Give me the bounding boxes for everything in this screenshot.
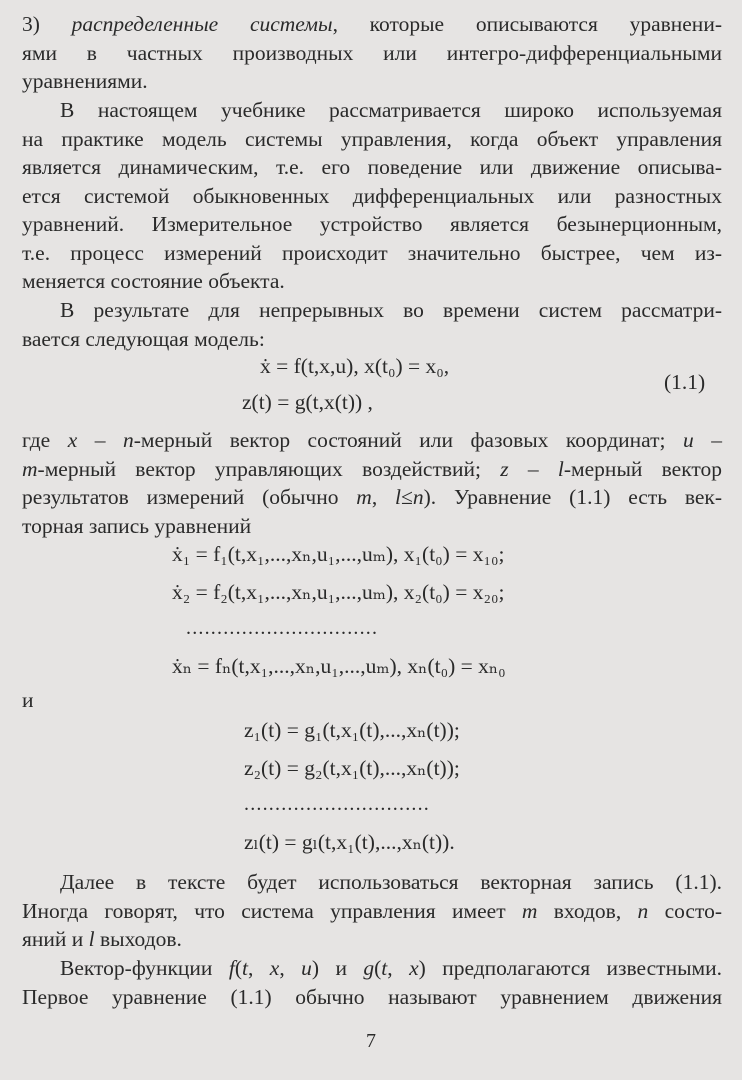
text-line: вается следующая модель: [22, 326, 265, 351]
system-equation-n: ẋₙ = fₙ(t,x₁,...,xₙ,u₁,...,uₘ), xₙ(t₀) = xₙ₀ [172, 654, 506, 678]
system-equation-2: ẋ₂ = f₂(t,x₁,...,xₙ,u₁,...,uₘ), x₂(t₀) = x₂₀; [172, 580, 505, 604]
equation-number: (1.1) [664, 370, 706, 394]
text-line: Далее в тексте будет использоваться векторная запись (1.1). [60, 870, 722, 894]
text-line: В результате для непрерывных во времени систем рассматри- [60, 298, 722, 322]
observation-equation-l: zₗ(t) = gₗ(t,x₁(t),...,xₙ(t)). [244, 830, 455, 854]
text-line: уравнениями. [22, 69, 148, 93]
paragraph-5 [22, 868, 722, 954]
text-line: ями в частных производных или интегро-дифференциальными [22, 40, 722, 65]
text-line: яний и l выходов. [22, 927, 182, 951]
page-number: 7 [366, 1030, 376, 1052]
text-line: т.е. процесс измерений происходит значительно быстрее, чем из- [22, 240, 722, 265]
text-line: торная запись уравнений [22, 513, 252, 538]
text-line: на практике модель системы управления, когда объект управления [22, 126, 722, 151]
text-line: уравнений. Измерительное устройство является безынерционным, [22, 212, 722, 236]
text-line: результатов измерений (обычно m, l≤n). Уравнение (1.1) есть век- [22, 485, 723, 509]
conjunction-and: и [22, 688, 34, 712]
text-line: m-мерный вектор управляющих воздействий; z – l-мерный вектор [22, 456, 722, 481]
paragraph-4 [22, 426, 722, 540]
observation-ellipsis: .............................. [244, 793, 430, 815]
text-line: Вектор-функции f(t, x, u) и g(t, x) предполагаются известными. [60, 956, 723, 980]
text-line: 3) распределенные системы, которые описываются уравнени- [22, 12, 722, 36]
observation-equation-2: z₂(t) = g₂(t,x₁(t),...,xₙ(t)); [244, 756, 460, 780]
paragraph-1 [22, 10, 722, 96]
text-line: ется системой обыкновенных дифференциальных или разностных [22, 183, 722, 208]
system-equation-1: ẋ₁ = f₁(t,x₁,...,xₙ,u₁,...,uₘ), x₁(t₀) = x₁₀; [172, 542, 505, 566]
paragraph-2 [22, 96, 722, 296]
text-line: Первое уравнение (1.1) обычно называют уравнением движения [22, 984, 722, 1009]
equation-1-1-line-1: ẋ = f(t,x,u), x(t₀) = x₀, [260, 354, 450, 378]
equation-1-1-line-2: z(t) = g(t,x(t)) , [242, 390, 373, 414]
paragraph-3 [22, 296, 722, 353]
paragraph-6 [22, 954, 722, 1011]
observation-equation-1: z₁(t) = g₁(t,x₁(t),...,xₙ(t)); [244, 718, 460, 742]
text-line: Иногда говорят, что система управления имеет m входов, n состо- [22, 898, 722, 923]
text-line: В настоящем учебнике рассматривается широко используемая [60, 98, 722, 122]
text-line: меняется состояние объекта. [22, 269, 285, 293]
text-line: является динамическим, т.е. его поведение или движение описыва- [22, 155, 722, 179]
system-ellipsis: ............................... [186, 617, 379, 639]
text-line: где x – n-мерный вектор состояний или фазовых координат; u – [22, 428, 722, 452]
